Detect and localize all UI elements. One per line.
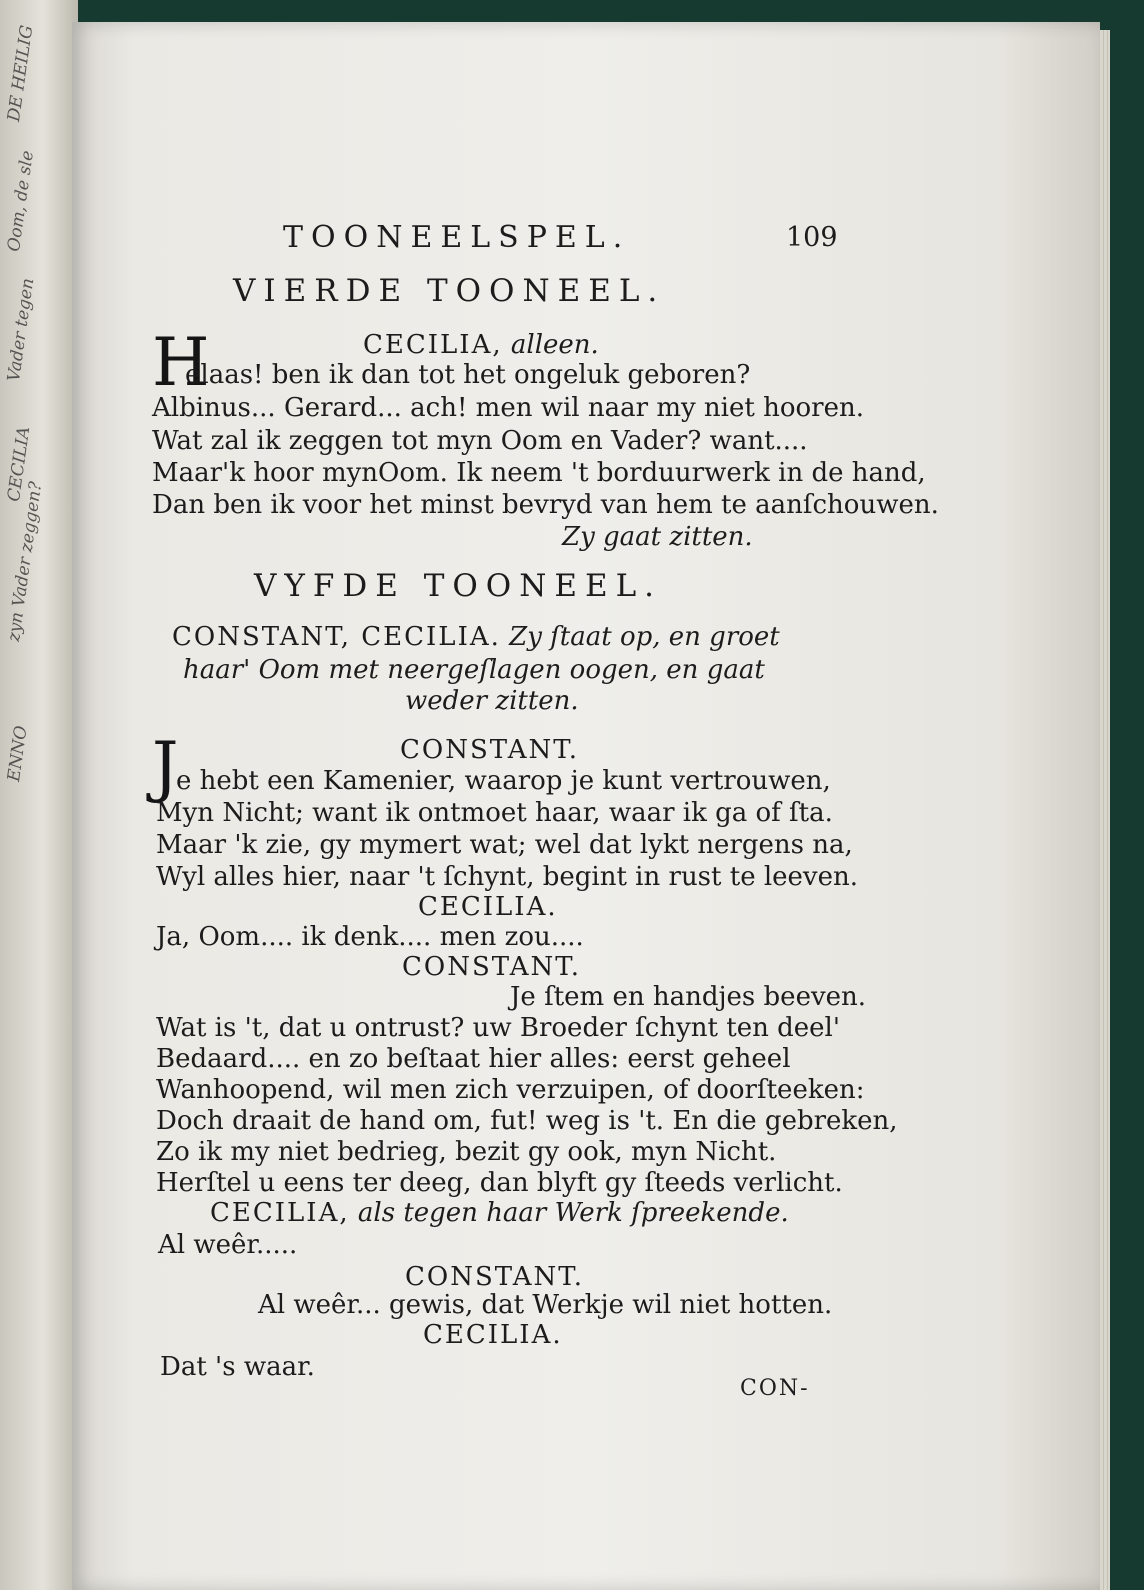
scene-heading: VYFDE TOONEEL.	[254, 568, 663, 604]
speaker-name: CECILIA.	[423, 1320, 563, 1350]
catchword: CON-	[740, 1376, 810, 1401]
prev-page-fragment: zyn Vader zeggen?	[4, 480, 47, 643]
verse-line: Myn Nicht; want ik ontmoet haar, waar ik ga of ſta.	[156, 798, 833, 828]
page-number: 109	[786, 222, 838, 253]
verse-line: Ja, Oom.... ik denk.... men zou....	[156, 922, 584, 952]
prev-page-fragment: CECILIA	[4, 425, 35, 503]
verse-line: Albinus... Gerard... ach! men wil naar my niet hooren.	[152, 393, 864, 423]
verse-line: Wyl alles hier, naar 't ſchynt, begint in rust te leeven.	[156, 862, 859, 892]
prev-page-fragment: Vader tegen	[4, 276, 39, 383]
speaker-name: CECILIA,	[210, 1198, 350, 1228]
verse-line: elaas! ben ik dan tot het ongeluk geboren?	[185, 360, 751, 390]
drop-cap: J	[152, 728, 179, 805]
stage-direction: alleen.	[510, 330, 599, 360]
verse-line: Maar 'k zie, gy mymert wat; wel dat lykt nergens na,	[156, 830, 853, 860]
verse-line: Doch draait de hand om, fut! weg is 't. En die gebreken,	[156, 1106, 898, 1136]
verse-line: e hebt een Kamenier, waarop je kunt vertrouwen,	[176, 766, 831, 796]
speaker-name: CECILIA.	[418, 892, 558, 922]
cast-line	[172, 622, 780, 652]
verse-line: Al weêr... gewis, dat Werkje wil niet hotten.	[258, 1290, 833, 1320]
verse-line: Al weêr.....	[158, 1230, 298, 1260]
speaker-name: CONSTANT.	[405, 1262, 585, 1292]
prev-page-fragment: ENNO	[4, 724, 32, 783]
speaker-name: CONSTANT.	[400, 735, 580, 765]
cast-names: CONSTANT, CECILIA.	[172, 622, 501, 652]
verse-line: Dat 's waar.	[160, 1352, 315, 1382]
prev-page-fragment: DE HEILIG	[4, 23, 38, 123]
verse-line: Dan ben ik voor het minst bevryd van hem te aanſchouwen.	[152, 490, 939, 520]
speaker-heading	[210, 1198, 789, 1228]
stage-direction: als tegen haar Werk ſpreekende.	[357, 1198, 789, 1228]
verse-line: Wanhoopend, wil men zich verzuipen, of doorſteeken:	[156, 1075, 865, 1105]
verse-line: Je ſtem en handjes beeven.	[510, 982, 867, 1012]
verse-line: Maar'k hoor mynOom. Ik neem 't borduurwerk in de hand,	[152, 458, 926, 488]
speaker-name: CECILIA,	[363, 330, 503, 360]
verse-line: Wat is 't, dat u ontrust? uw Broeder ſchynt ten deel'	[156, 1013, 840, 1043]
speaker-heading	[363, 330, 599, 360]
scene-heading: VIERDE TOONEEL.	[233, 273, 666, 309]
drop-cap: H	[152, 324, 210, 401]
prev-page-fragment: Oom, de sle	[4, 149, 38, 253]
stage-direction: Zy gaat zitten.	[562, 522, 753, 552]
previous-page-margin	[0, 0, 78, 1590]
verse-line: Zo ik my niet bedrieg, bezit gy ook, myn Nicht.	[156, 1137, 777, 1167]
stage-direction: Zy ſtaat op, en groet	[509, 622, 780, 652]
stage-direction: haar' Oom met neergeſlagen oogen, en gaat	[183, 655, 765, 685]
speaker-name: CONSTANT.	[402, 952, 582, 982]
stage-direction: weder zitten.	[405, 686, 579, 716]
verse-line: Wat zal ik zeggen tot myn Oom en Vader? want....	[152, 426, 808, 456]
verse-line: Bedaard.... en zo beſtaat hier alles: eerst geheel	[156, 1044, 791, 1074]
running-title: TOONEELSPEL.	[283, 220, 631, 255]
verse-line: Herſtel u eens ter deeg, dan blyft gy ſteeds verlicht.	[156, 1168, 843, 1198]
